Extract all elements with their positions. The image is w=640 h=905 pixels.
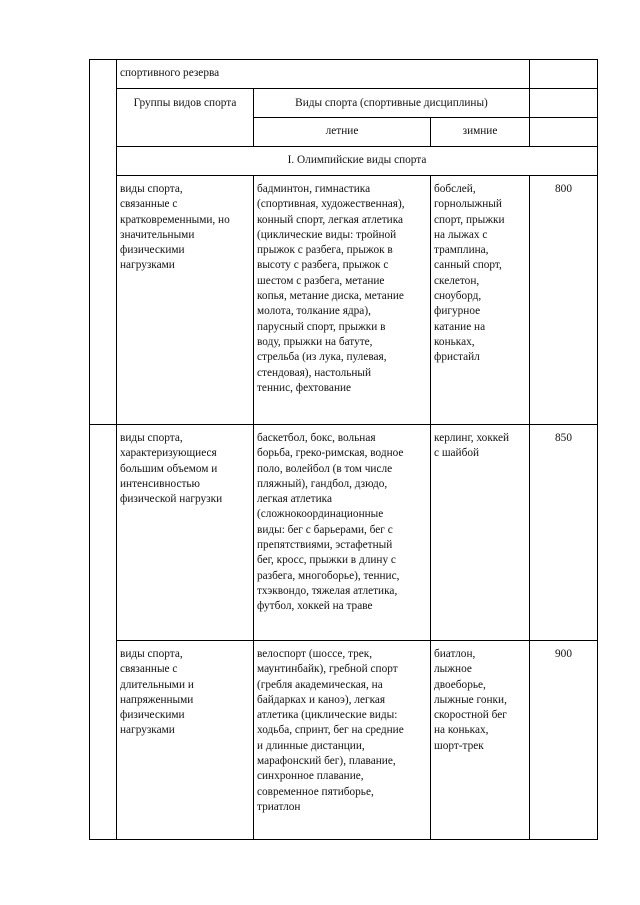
section-title: I. Олимпийские виды спорта: [287, 154, 427, 166]
row-1-winter: бобслей, горнолыжный спорт, прыжки на лыжах с трамплина, санный спорт, скелетон, сноуборд, фигурное катание на коньках, фристайл: [434, 183, 505, 364]
table-line: [116, 640, 598, 641]
table-line: [529, 175, 530, 840]
table-line: [116, 59, 117, 840]
row-2-value: 850: [555, 432, 572, 444]
table-line: [253, 175, 254, 840]
table-line: [89, 59, 90, 840]
row-2-summer: баскетбол, бокс, вольная борьба, греко-римская, водное поло, волейбол (в том числе пляжный), гандбол, дзюдо, легкая атлетика (сложнокоординационные виды: бег с барьерами, бег с препятствиями, эстафетный бег, кросс, прыжки в длину с разбега, многоборье), теннис, тхэквондо, тяжелая атлетика, футбол, хоккей на траве: [257, 432, 404, 613]
table-line: [529, 59, 530, 146]
row-3-value: 900: [555, 648, 572, 660]
header-disciplines: Виды спорта (спортивные дисциплины): [295, 97, 488, 109]
row-3-group: виды спорта, связанные с длительными и напряженными физическими нагрузками: [120, 648, 194, 737]
table-line: [116, 146, 598, 147]
table-line: [89, 59, 598, 60]
table-line: [430, 175, 431, 840]
table-line: [116, 88, 598, 89]
table-line: [89, 839, 598, 840]
row-3-summer: велоспорт (шоссе, трек, маунтинбайк), гребной спорт (гребля академическая, на байдарках и каноэ), легкая атлетика (циклические виды: ходьба, спринт, бег на средние и длинные дистанции, марафонский бег), плавание, синхронное плавание, современное пятиборье, триатлон: [257, 648, 404, 813]
intro-row-text: спортивного резерва: [120, 67, 220, 79]
table-line: [116, 175, 598, 176]
row-1-value: 800: [555, 183, 572, 195]
row-2-winter: керлинг, хоккей с шайбой: [434, 432, 510, 460]
row-1-summer: бадминтон, гимнастика (спортивная, художественная), конный спорт, легкая атлетика (циклические виды: тройной прыжок с разбега, прыжок в высоту с разбега, прыжок с шестом с разбега, метание копья, метание диска, метание молота, толкание ядра), парусный спорт, прыжки в воду, прыжки на батуте, стрельба (из лука, пулевая, стендовая), настольный теннис, фехтование: [257, 183, 405, 394]
table-line: [253, 117, 598, 118]
header-winter: зимние: [462, 125, 498, 137]
row-3-winter: биатлон, лыжное двоеборье, лыжные гонки, скоростной бег на коньках, шорт-трек: [434, 648, 507, 752]
row-1-group: виды спорта, связанные с кратковременными, но значительными физическими нагрузками: [120, 183, 230, 272]
table-line: [89, 424, 598, 425]
row-2-group: виды спорта, характеризующиеся большим объемом и интенсивностью физической нагрузки: [120, 432, 223, 506]
table-line: [597, 59, 598, 840]
header-groups: Группы видов спорта: [133, 97, 237, 109]
header-summer: летние: [325, 125, 359, 137]
